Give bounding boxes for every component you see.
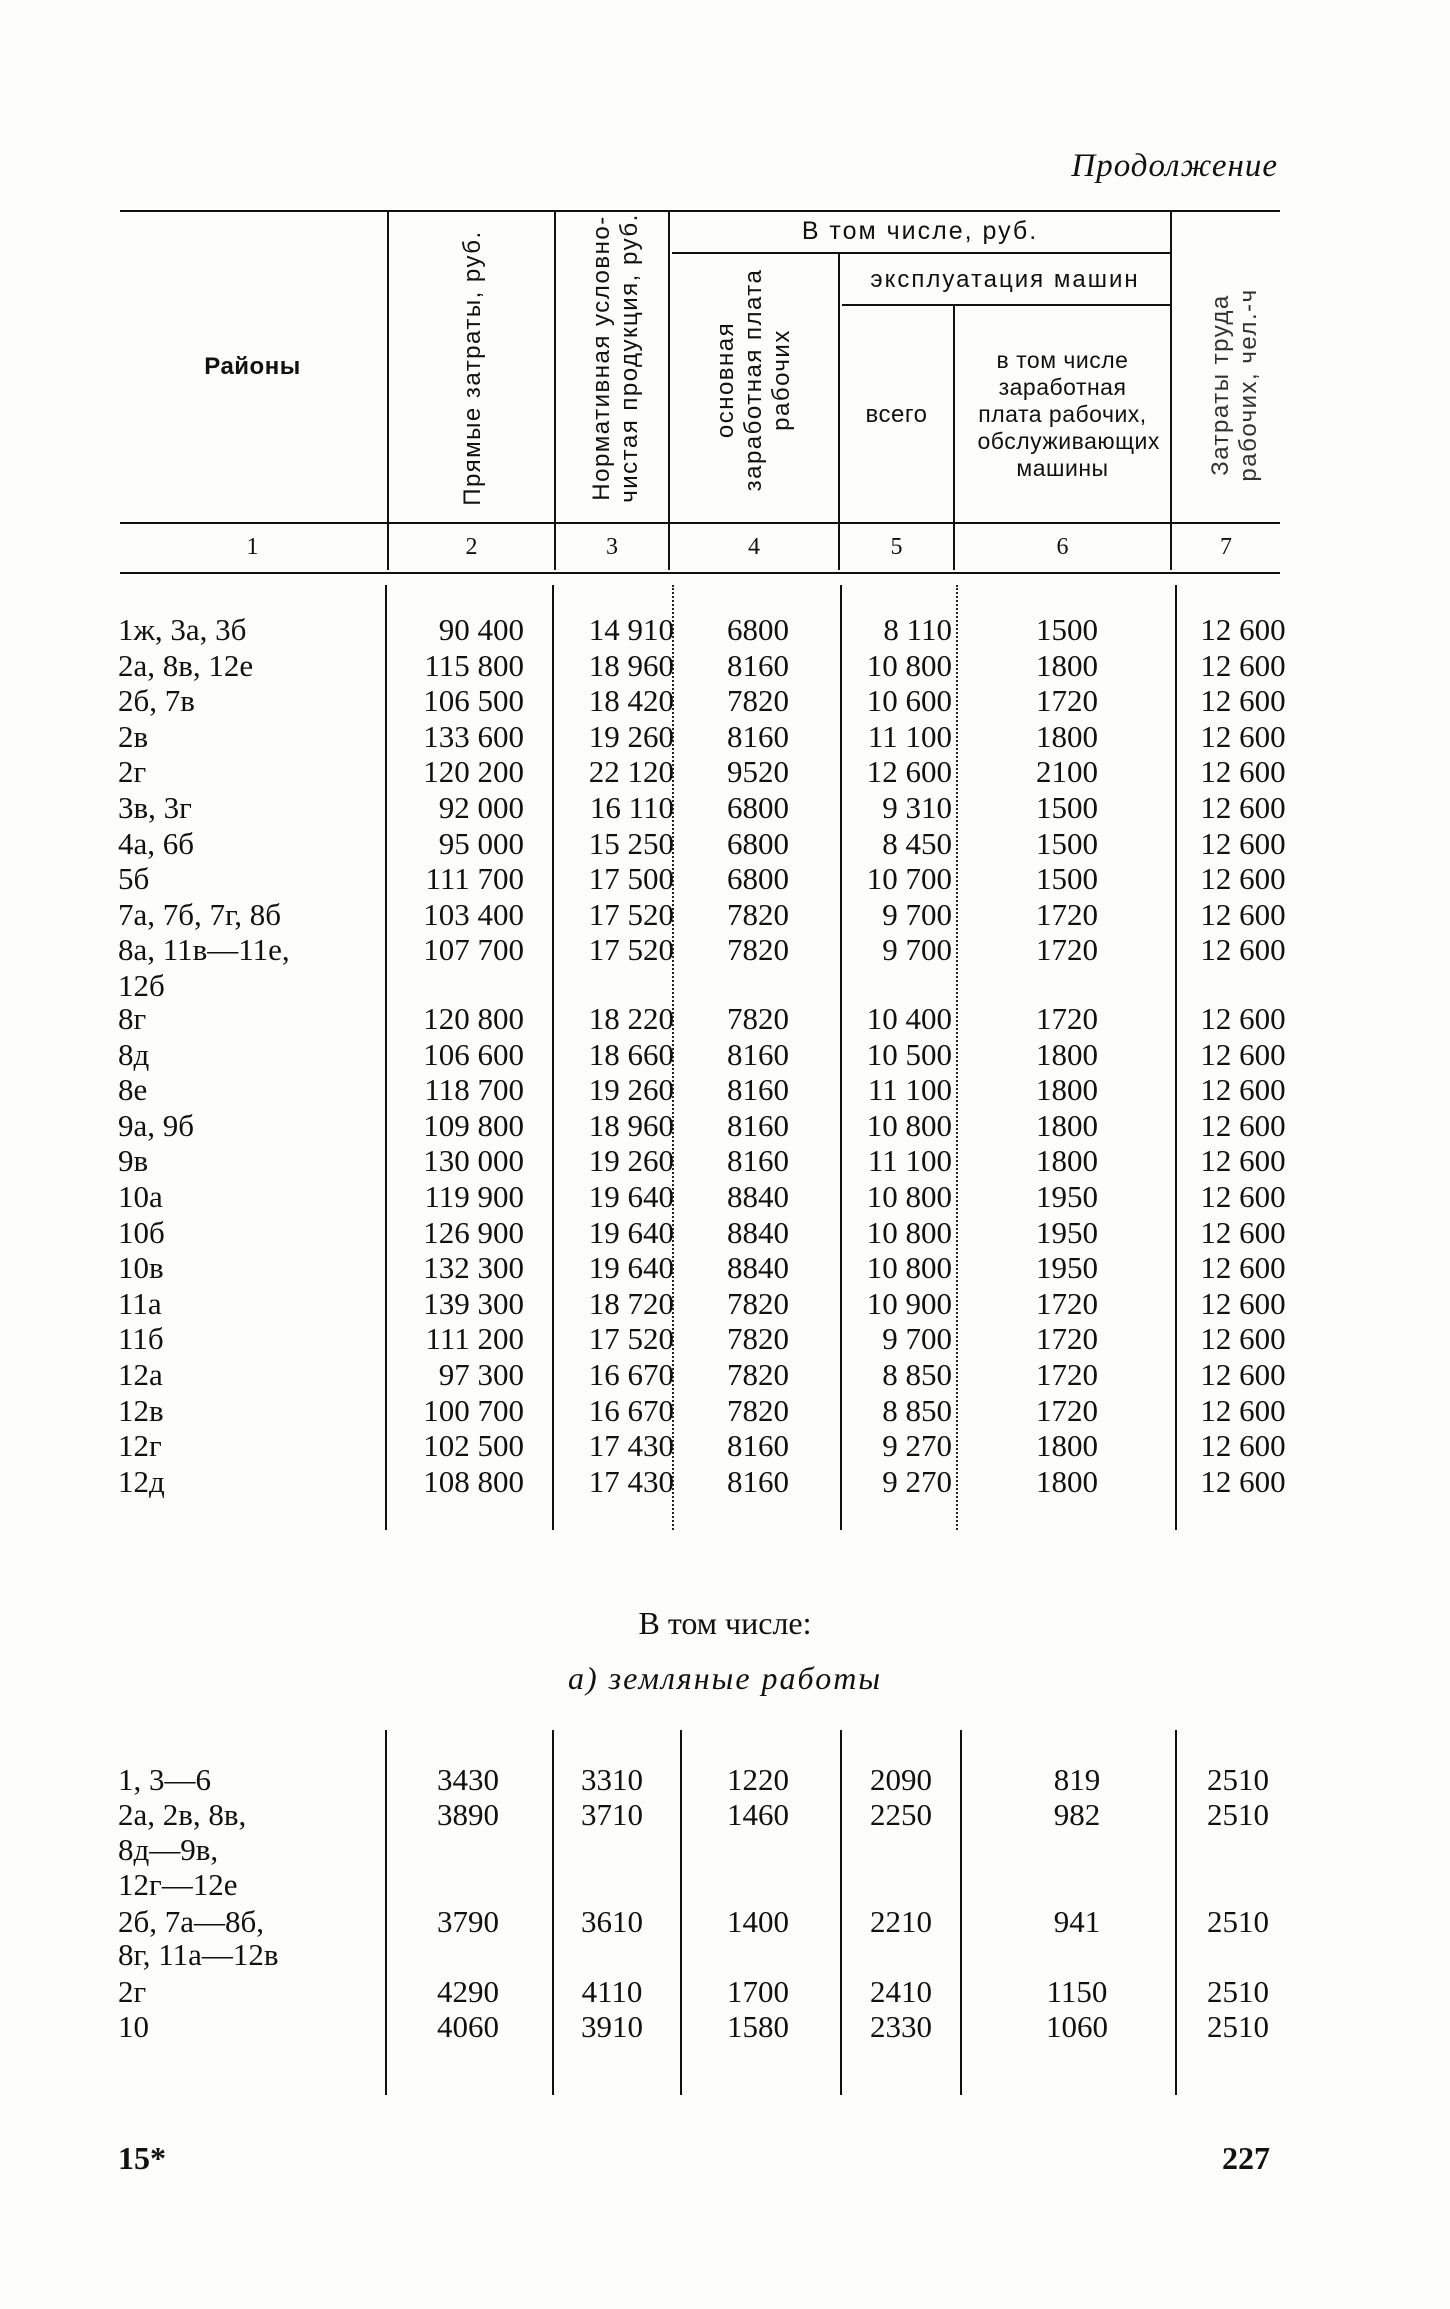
row-cell-col7: 12 600 (1200, 647, 1286, 683)
row-cell-col6: 1060 (1046, 2009, 1108, 2044)
row-district: 10в (118, 1250, 164, 1286)
row-cell-col6: 941 (1053, 1904, 1101, 1939)
col-divider-3 (554, 210, 556, 570)
table-row (0, 754, 1450, 790)
row-district: 12г—12е (118, 1867, 238, 1902)
colnum-7: 7 (1220, 534, 1232, 560)
row-cell-col3: 3610 (581, 1904, 643, 1939)
row-cell-col4: 7820 (727, 932, 789, 968)
colnum-6: 6 (1056, 534, 1069, 560)
header-col5-text: всего (865, 400, 928, 428)
row-cell-col7: 2510 (1207, 1904, 1269, 1939)
row-cell-col4: 7820 (727, 683, 789, 719)
row-cell-col5: 9 700 (882, 1321, 952, 1357)
row-cell-col5: 10 800 (866, 647, 952, 683)
row-cell-col5: 10 800 (866, 1214, 952, 1250)
row-cell-col2: 106 600 (423, 1036, 524, 1072)
row-cell-col2: 3430 (437, 1762, 499, 1797)
row-cell-col3: 18 660 (588, 1036, 674, 1072)
row-cell-col7: 2510 (1207, 1797, 1269, 1832)
table-row (0, 1286, 1450, 1322)
row-cell-col5: 2090 (870, 1762, 932, 1797)
colnum-3: 3 (606, 534, 618, 560)
row-cell-col6: 1800 (1036, 1072, 1098, 1108)
table-row (0, 1974, 1450, 2010)
table-row (0, 1037, 1450, 1073)
row-district: 10а (118, 1179, 163, 1214)
row-cell-col4: 1580 (727, 2009, 789, 2044)
row-cell-col2: 111 200 (425, 1321, 524, 1357)
header-col1-text: Районы (204, 352, 301, 380)
row-cell-col5: 10 800 (866, 1179, 952, 1214)
row-cell-col3: 17 520 (588, 932, 674, 968)
row-district: 1, 3—6 (118, 1762, 211, 1797)
row-cell-col2: 119 900 (424, 1179, 524, 1214)
row-cell-col4: 7820 (727, 1392, 789, 1428)
row-cell-col2: 120 800 (423, 1001, 524, 1036)
row-cell-col4: 6800 (727, 612, 789, 647)
row-cell-col6: 1950 (1036, 1250, 1098, 1286)
row-cell-col7: 12 600 (1200, 861, 1286, 897)
row-cell-col6: 1800 (1036, 1107, 1098, 1143)
table-row (0, 683, 1450, 719)
row-cell-col7: 12 600 (1200, 1250, 1286, 1286)
colnum-2: 2 (465, 534, 478, 560)
table-row (0, 1867, 1450, 1903)
row-cell-col6: 1720 (1036, 1285, 1098, 1321)
row-cell-col3: 14 910 (588, 612, 674, 647)
row-cell-col6: 1800 (1036, 1143, 1098, 1179)
continuation-label: Продолжение (1071, 148, 1278, 184)
row-cell-col2: 130 000 (423, 1143, 524, 1179)
row-cell-col3: 18 720 (588, 1285, 674, 1321)
table-row (0, 1179, 1450, 1215)
table-row (0, 1797, 1450, 1833)
row-district: 2а, 8в, 12е (118, 647, 254, 683)
row-cell-col7: 2510 (1207, 2009, 1269, 2044)
header-subgroup (840, 254, 1170, 304)
table-row (0, 1108, 1450, 1144)
table-row (0, 1357, 1450, 1393)
row-district: 12в (118, 1392, 164, 1428)
header-col7: Затраты труда рабочих, чел.-ч (1207, 288, 1262, 482)
row-cell-col3: 19 260 (588, 1072, 674, 1108)
subheading: В том числе: (638, 1605, 812, 1641)
row-district: 12г (118, 1428, 162, 1464)
row-cell-col2: 107 700 (423, 932, 524, 968)
row-cell-col2: 95 000 (438, 825, 524, 861)
row-cell-col5: 8 110 (883, 612, 952, 647)
row-cell-col2: 103 400 (423, 896, 524, 932)
header-bottom-rule (120, 522, 1280, 524)
row-cell-col3: 17 520 (588, 1321, 674, 1357)
row-cell-col6: 1720 (1036, 1001, 1098, 1036)
row-cell-col6: 1800 (1036, 647, 1098, 683)
row-district: 8г (118, 1001, 147, 1036)
row-cell-col3: 18 420 (588, 683, 674, 719)
row-cell-col7: 12 600 (1200, 1143, 1286, 1179)
row-cell-col5: 2330 (870, 2009, 932, 2044)
table-row (0, 1215, 1450, 1251)
table-row (0, 1937, 1450, 1973)
row-cell-col4: 7820 (727, 1357, 789, 1392)
row-cell-col4: 8840 (727, 1250, 789, 1286)
row-cell-col2: 111 700 (425, 861, 524, 897)
row-district: 8а, 11в—11е, (118, 932, 290, 968)
row-cell-col2: 118 700 (424, 1072, 524, 1108)
row-cell-col4: 8160 (727, 1143, 789, 1179)
colnum-4: 4 (748, 534, 760, 560)
row-district: 8д—9в, (118, 1832, 219, 1867)
header-col4: основная заработная плата рабочих (712, 268, 795, 492)
row-cell-col4: 1460 (727, 1797, 789, 1832)
row-cell-col5: 2410 (870, 1974, 932, 2009)
row-cell-col4: 6800 (727, 825, 789, 861)
row-cell-col6: 819 (1053, 1762, 1101, 1797)
row-district: 8е (118, 1072, 148, 1108)
row-cell-col4: 6800 (727, 790, 789, 825)
row-cell-col7: 12 600 (1200, 790, 1286, 825)
row-cell-col7: 12 600 (1200, 1285, 1286, 1321)
row-cell-col4: 8160 (727, 647, 789, 683)
row-cell-col6: 1720 (1036, 1392, 1098, 1428)
row-cell-col7: 2510 (1207, 1762, 1269, 1797)
row-cell-col7: 12 600 (1200, 718, 1286, 754)
row-cell-col4: 8840 (727, 1179, 789, 1214)
row-cell-col5: 8 850 (882, 1357, 952, 1392)
row-cell-col3: 17 430 (588, 1428, 674, 1464)
row-cell-col6: 1950 (1036, 1214, 1098, 1250)
row-district: 1ж, 3а, 3б (118, 612, 247, 647)
col-divider-4 (668, 210, 670, 570)
row-cell-col2: 3890 (437, 1797, 499, 1832)
row-cell-col6: 1500 (1036, 612, 1098, 647)
row-cell-col2: 120 200 (423, 754, 524, 790)
row-cell-col6: 1950 (1036, 1179, 1098, 1214)
row-cell-col7: 12 600 (1200, 1179, 1286, 1214)
row-cell-col2: 97 300 (438, 1357, 524, 1392)
row-cell-col2: 3790 (437, 1904, 499, 1939)
row-cell-col7: 12 600 (1200, 683, 1286, 719)
row-cell-col2: 4290 (437, 1974, 499, 2009)
row-cell-col7: 12 600 (1200, 754, 1286, 790)
row-cell-col3: 19 640 (588, 1250, 674, 1286)
row-cell-col7: 12 600 (1200, 896, 1286, 932)
row-cell-col5: 10 500 (866, 1036, 952, 1072)
colnum-1: 1 (246, 534, 259, 560)
row-cell-col2: 109 800 (423, 1107, 524, 1143)
header-subgroup-text: эксплуатация машин (870, 265, 1140, 293)
row-cell-col4: 9520 (727, 754, 789, 790)
row-district: 10б (118, 1214, 165, 1250)
row-cell-col7: 12 600 (1200, 1036, 1286, 1072)
row-cell-col3: 17 500 (588, 861, 674, 897)
row-district: 12д (118, 1463, 165, 1499)
row-district: 2а, 2в, 8в, (118, 1797, 247, 1832)
col-divider-2 (387, 210, 389, 570)
row-cell-col5: 10 900 (866, 1285, 952, 1321)
row-cell-col6: 1720 (1036, 932, 1098, 968)
row-cell-col7: 12 600 (1200, 1072, 1286, 1108)
row-cell-col5: 11 100 (867, 718, 952, 754)
row-district: 3в, 3г (118, 790, 192, 825)
row-district: 2г (118, 1974, 147, 2009)
row-cell-col3: 16 110 (589, 790, 674, 825)
table-row (0, 1143, 1450, 1179)
row-cell-col2: 139 300 (423, 1285, 524, 1321)
row-district: 8г, 11а—12в (118, 1937, 279, 1972)
table-row (0, 897, 1450, 933)
row-cell-col5: 10 400 (866, 1001, 952, 1036)
row-cell-col5: 11 100 (867, 1143, 952, 1179)
row-district: 5б (118, 861, 150, 897)
row-cell-col4: 1220 (727, 1762, 789, 1797)
row-cell-col6: 1150 (1046, 1974, 1108, 2009)
row-cell-col3: 18 960 (588, 647, 674, 683)
header-col5 (840, 306, 953, 522)
row-cell-col3: 3310 (581, 1762, 643, 1797)
row-cell-col5: 8 850 (882, 1392, 952, 1428)
row-cell-col5: 12 600 (866, 754, 952, 790)
row-cell-col7: 12 600 (1200, 1463, 1286, 1499)
row-cell-col3: 16 670 (588, 1392, 674, 1428)
row-cell-col5: 2210 (870, 1904, 932, 1939)
row-cell-col6: 1720 (1036, 683, 1098, 719)
row-cell-col5: 9 310 (882, 790, 952, 825)
header-col3: Нормативная условно-чистая продукция, руб. (588, 213, 643, 503)
row-cell-col7: 12 600 (1200, 932, 1286, 968)
table-row (0, 1001, 1450, 1037)
row-cell-col4: 7820 (727, 1321, 789, 1357)
row-cell-col4: 8160 (727, 718, 789, 754)
table-row (0, 826, 1450, 862)
row-cell-col4: 7820 (727, 1001, 789, 1036)
row-district: 2в (118, 718, 149, 754)
header-col6 (955, 306, 1170, 522)
row-cell-col4: 8160 (727, 1463, 789, 1499)
row-cell-col6: 982 (1053, 1797, 1101, 1832)
table-row (0, 1762, 1450, 1798)
row-cell-col5: 10 800 (866, 1107, 952, 1143)
row-cell-col5: 9 270 (882, 1463, 952, 1499)
row-cell-col3: 22 120 (588, 754, 674, 790)
table-row (0, 1393, 1450, 1429)
row-district: 9в (118, 1143, 149, 1179)
row-cell-col6: 1720 (1036, 896, 1098, 932)
row-cell-col7: 12 600 (1200, 1357, 1286, 1392)
row-district: 11а (118, 1285, 162, 1321)
row-cell-col3: 18 220 (588, 1001, 674, 1036)
table-row (0, 2009, 1450, 2045)
row-district: 8д (118, 1036, 150, 1072)
header-col6-text: в том числе заработная плата рабочих, обслуживающих машины (977, 346, 1160, 481)
table-row (0, 1832, 1450, 1868)
row-district: 10 (118, 2009, 149, 2044)
row-cell-col4: 7820 (727, 1285, 789, 1321)
row-cell-col5: 10 700 (866, 861, 952, 897)
table-row (0, 719, 1450, 755)
row-cell-col4: 1700 (727, 1974, 789, 2009)
row-cell-col5: 10 600 (866, 683, 952, 719)
row-cell-col4: 8160 (727, 1107, 789, 1143)
row-cell-col3: 3710 (581, 1797, 643, 1832)
row-district: 12б (118, 968, 165, 1003)
row-cell-col2: 92 000 (438, 790, 524, 825)
row-district: 11б (118, 1321, 164, 1357)
header-col2: Прямые затраты, руб. (459, 230, 486, 506)
row-cell-col6: 1800 (1036, 1428, 1098, 1464)
subheading-earthworks: а) земляные работы (568, 1660, 882, 1696)
row-cell-col7: 12 600 (1200, 1428, 1286, 1464)
row-district: 4а, 6б (118, 825, 195, 861)
row-district: 7а, 7б, 7г, 8б (118, 896, 282, 932)
row-cell-col7: 12 600 (1200, 1392, 1286, 1428)
header-group-text: В том числе, руб. (801, 216, 1039, 245)
row-district: 2б, 7в (118, 683, 195, 719)
row-cell-col2: 126 900 (423, 1214, 524, 1250)
col-divider-7 (1170, 210, 1172, 570)
row-cell-col6: 1720 (1036, 1321, 1098, 1357)
row-cell-col3: 19 260 (588, 718, 674, 754)
row-cell-col2: 4060 (437, 2009, 499, 2044)
row-cell-col4: 8160 (727, 1036, 789, 1072)
row-cell-col6: 1500 (1036, 790, 1098, 825)
row-district: 2г (118, 754, 147, 790)
row-cell-col2: 133 600 (423, 718, 524, 754)
table-row (0, 1321, 1450, 1357)
row-cell-col6: 1500 (1036, 861, 1098, 897)
row-cell-col4: 7820 (727, 896, 789, 932)
row-cell-col6: 1800 (1036, 1463, 1098, 1499)
row-cell-col7: 12 600 (1200, 1107, 1286, 1143)
table-row (0, 790, 1450, 826)
page-number: 227 (1222, 2140, 1270, 2176)
row-cell-col7: 12 600 (1200, 825, 1286, 861)
row-cell-col3: 18 960 (588, 1107, 674, 1143)
row-district: 9а, 9б (118, 1107, 195, 1143)
row-cell-col6: 1800 (1036, 718, 1098, 754)
header-group (670, 210, 1170, 252)
row-cell-col3: 17 520 (588, 896, 674, 932)
row-cell-col3: 19 260 (588, 1143, 674, 1179)
row-cell-col4: 8840 (727, 1214, 789, 1250)
table-row (0, 1428, 1450, 1464)
row-cell-col2: 115 800 (424, 647, 524, 683)
row-cell-col5: 9 700 (882, 932, 952, 968)
row-cell-col6: 1800 (1036, 1036, 1098, 1072)
table-row (0, 968, 1450, 1004)
row-cell-col7: 12 600 (1200, 612, 1286, 647)
table-row (0, 1250, 1450, 1286)
row-cell-col3: 4110 (581, 1974, 643, 2009)
row-cell-col5: 2250 (870, 1797, 932, 1832)
row-cell-col7: 12 600 (1200, 1214, 1286, 1250)
row-cell-col5: 10 800 (866, 1250, 952, 1286)
row-cell-col4: 1400 (727, 1904, 789, 1939)
row-cell-col3: 19 640 (588, 1214, 674, 1250)
row-cell-col5: 9 270 (882, 1428, 952, 1464)
row-cell-col7: 12 600 (1200, 1001, 1286, 1036)
footer-signature: 15* (118, 2140, 166, 2176)
row-cell-col2: 132 300 (423, 1250, 524, 1286)
row-cell-col6: 1500 (1036, 825, 1098, 861)
table-row (0, 1464, 1450, 1500)
table-row (0, 861, 1450, 897)
row-cell-col2: 100 700 (423, 1392, 524, 1428)
row-cell-col3: 19 640 (588, 1179, 674, 1214)
row-district: 12а (118, 1357, 163, 1392)
row-cell-col3: 16 670 (588, 1357, 674, 1392)
table-row (0, 1072, 1450, 1108)
row-cell-col2: 90 400 (438, 612, 524, 647)
row-cell-col4: 8160 (727, 1072, 789, 1108)
row-cell-col2: 102 500 (423, 1428, 524, 1464)
row-cell-col3: 15 250 (588, 825, 674, 861)
table-row (0, 612, 1450, 648)
row-cell-col4: 8160 (727, 1428, 789, 1464)
row-cell-col2: 108 800 (423, 1463, 524, 1499)
row-cell-col3: 17 430 (588, 1463, 674, 1499)
row-cell-col5: 11 100 (867, 1072, 952, 1108)
table-row (0, 648, 1450, 684)
row-cell-col6: 2100 (1036, 754, 1098, 790)
table-row (0, 932, 1450, 968)
row-cell-col7: 12 600 (1200, 1321, 1286, 1357)
row-cell-col6: 1720 (1036, 1357, 1098, 1392)
number-row-rule (120, 572, 1280, 574)
row-cell-col2: 106 500 (423, 683, 524, 719)
row-cell-col5: 8 450 (882, 825, 952, 861)
row-district: 2б, 7а—8б, (118, 1904, 265, 1939)
row-cell-col5: 9 700 (882, 896, 952, 932)
row-cell-col4: 6800 (727, 861, 789, 897)
table-row (0, 1904, 1450, 1940)
header-col1 (120, 210, 385, 522)
colnum-5: 5 (890, 534, 903, 560)
row-cell-col7: 2510 (1207, 1974, 1269, 2009)
row-cell-col3: 3910 (581, 2009, 643, 2044)
